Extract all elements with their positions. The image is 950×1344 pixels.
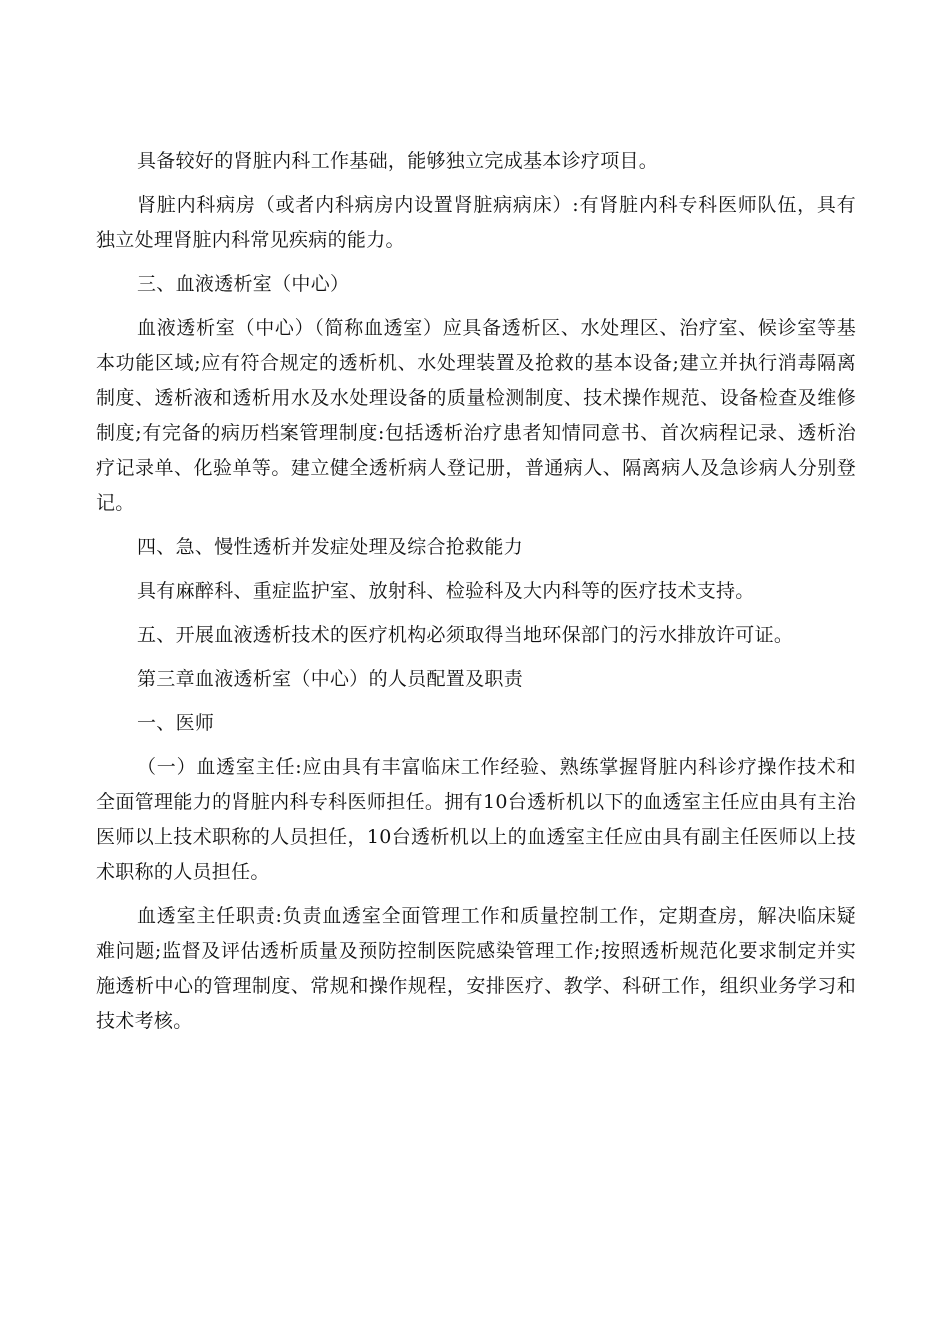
paragraph-dialysis-room-requirements: 血液透析室（中心）（简称血透室）应具备透析区、水处理区、治疗室、候诊室等基本功能区域;应有符合规定的透析机、水处理装置及抢救的基本设备;建立并执行消毒隔离制度、透析液和透析用水及水处理设备的质量检测制度、技术操作规范、设备检查及维修制度;有完备的病历档案管理制度:包括透析治疗患者知情同意书、首次病程记录、透析治疗记录单、化验单等。建立健全透析病人登记册，普通病人、隔离病人及急诊病人分别登记。 [96,317,856,514]
paragraph-technical-support: 具有麻醉科、重症监护室、放射科、检验科及大内科等的医疗技术支持。 [137,580,755,602]
heading-complication-handling: 四、急、慢性透析并发症处理及综合抢救能力 [137,536,524,558]
paragraph-sewage-permit: 五、开展血液透析技术的医疗机构必须取得当地环保部门的污水排放许可证。 [137,624,794,646]
paragraph-nephrology-ward: 肾脏内科病房（或者内科病房内设置肾脏病病床）:有肾脏内科专科医师队伍，具有独立处理肾脏内科常见疾病的能力。 [96,194,856,251]
paragraph-nephrology-basis: 具备较好的肾脏内科工作基础，能够独立完成基本诊疗项目。 [137,150,659,172]
paragraph-director-qualification: （一）血透室主任:应由具有丰富临床工作经验、熟练掌握肾脏内科诊疗操作技术和全面管理能力的肾脏内科专科医师担任。拥有10台透析机以下的血透室主任应由具有主治医师以上技术职称的人员担任，10台透析机以上的血透室主任应由具有副主任医师以上技术职称的人员担任。 [96,756,856,883]
heading-dialysis-room: 三、血液透析室（中心） [137,273,350,295]
chapter-title-staffing: 第三章血液透析室（中心）的人员配置及职责 [137,668,524,690]
heading-physicians: 一、医师 [137,712,215,734]
paragraph-director-duties: 血透室主任职责:负责血透室全面管理工作和质量控制工作，定期查房，解决临床疑难问题;监督及评估透析质量及预防控制医院感染管理工作;按照透析规范化要求制定并实施透析中心的管理制度、常规和操作规程，安排医疗、教学、科研工作，组织业务学习和技术考核。 [96,905,856,1032]
document-body [96,144,856,1039]
